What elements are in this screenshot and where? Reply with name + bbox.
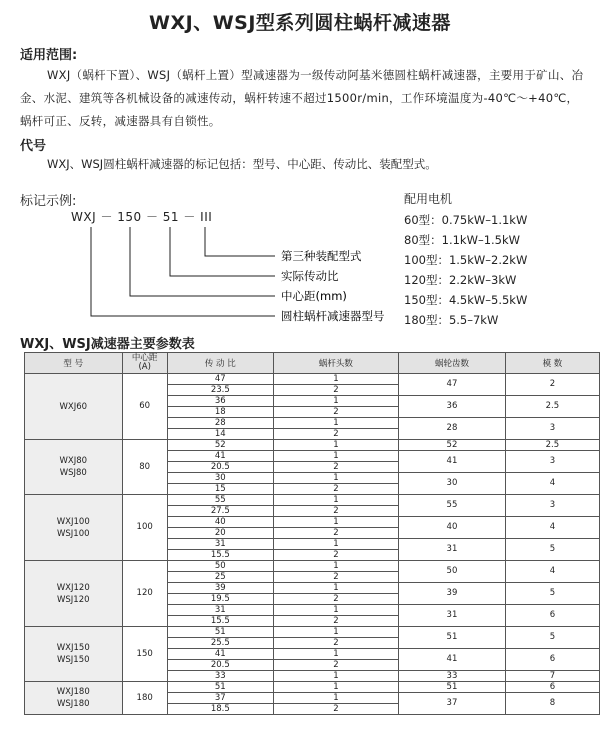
cell-wheel-teeth: 47 bbox=[399, 374, 506, 396]
cell-ratio: 51 bbox=[167, 627, 273, 638]
cell-wheel-teeth: 31 bbox=[399, 539, 506, 561]
cell-worm-starts: 1 bbox=[273, 583, 398, 594]
cell-worm-starts: 1 bbox=[273, 627, 398, 638]
cell-model: WXJ180 WSJ180 bbox=[25, 682, 123, 715]
column-header-wheel-teeth: 蜗轮齿数 bbox=[399, 353, 506, 374]
cell-ratio: 30 bbox=[167, 473, 273, 484]
cell-worm-starts: 2 bbox=[273, 506, 398, 517]
cell-worm-starts: 1 bbox=[273, 561, 398, 572]
column-header-center-distance: 中心距 (A) bbox=[122, 353, 167, 374]
column-header-module: 模 数 bbox=[505, 353, 599, 374]
cell-ratio: 20 bbox=[167, 528, 273, 539]
leader-line-center bbox=[130, 227, 275, 296]
cell-worm-starts: 2 bbox=[273, 638, 398, 649]
cell-worm-starts: 2 bbox=[273, 484, 398, 495]
cell-wheel-teeth: 30 bbox=[399, 473, 506, 495]
cell-ratio: 20.5 bbox=[167, 660, 273, 671]
column-header-ratio: 传 动 比 bbox=[167, 353, 273, 374]
cell-worm-starts: 1 bbox=[273, 649, 398, 660]
cell-center-distance: 100 bbox=[122, 495, 167, 561]
annotation-ratio: 实际传动比 bbox=[281, 269, 339, 283]
marking-diagram bbox=[0, 200, 400, 325]
cell-worm-starts: 1 bbox=[273, 517, 398, 528]
motor-item: 100型：1.5kW–2.2kW bbox=[404, 253, 528, 267]
cell-ratio: 25 bbox=[167, 572, 273, 583]
cell-ratio: 33 bbox=[167, 671, 273, 682]
cell-ratio: 47 bbox=[167, 374, 273, 385]
cell-model: WXJ150 WSJ150 bbox=[25, 627, 123, 682]
cell-worm-starts: 1 bbox=[273, 418, 398, 429]
cell-wheel-teeth: 39 bbox=[399, 583, 506, 605]
cell-wheel-teeth: 28 bbox=[399, 418, 506, 440]
column-header-worm-starts: 蜗杆头数 bbox=[273, 353, 398, 374]
cell-worm-starts: 2 bbox=[273, 528, 398, 539]
cell-worm-starts: 1 bbox=[273, 495, 398, 506]
cell-center-distance: 60 bbox=[122, 374, 167, 440]
cell-ratio: 37 bbox=[167, 693, 273, 704]
cell-ratio: 50 bbox=[167, 561, 273, 572]
motor-item: 150型：4.5kW–5.5kW bbox=[404, 293, 528, 307]
motor-heading: 配用电机 bbox=[404, 192, 453, 206]
cell-module: 5 bbox=[505, 539, 599, 561]
cell-wheel-teeth: 40 bbox=[399, 517, 506, 539]
table-row bbox=[25, 561, 600, 572]
cell-module: 5 bbox=[505, 627, 599, 649]
cell-ratio: 52 bbox=[167, 440, 273, 451]
table-row bbox=[25, 495, 600, 506]
table-row bbox=[25, 374, 600, 385]
annotation-center-distance: 中心距(mm) bbox=[281, 289, 347, 303]
leader-line-ratio bbox=[170, 227, 275, 276]
cell-ratio: 36 bbox=[167, 396, 273, 407]
cell-ratio: 31 bbox=[167, 605, 273, 616]
cell-ratio: 51 bbox=[167, 682, 273, 693]
cell-worm-starts: 1 bbox=[273, 682, 398, 693]
cell-module: 6 bbox=[505, 649, 599, 671]
motor-item: 60型：0.75kW–1.1kW bbox=[404, 213, 528, 227]
cell-module: 5 bbox=[505, 583, 599, 605]
parameters-table bbox=[24, 352, 600, 715]
cell-worm-starts: 1 bbox=[273, 451, 398, 462]
cell-worm-starts: 2 bbox=[273, 572, 398, 583]
cell-ratio: 18 bbox=[167, 407, 273, 418]
cell-module: 2.5 bbox=[505, 440, 599, 451]
cell-module: 4 bbox=[505, 473, 599, 495]
motor-item: 180型：5.5–7kW bbox=[404, 313, 499, 327]
cell-ratio: 31 bbox=[167, 539, 273, 550]
cell-ratio: 25.5 bbox=[167, 638, 273, 649]
cell-center-distance: 80 bbox=[122, 440, 167, 495]
motor-item: 120型：2.2kW–3kW bbox=[404, 273, 517, 287]
cell-worm-starts: 1 bbox=[273, 671, 398, 682]
cell-ratio: 41 bbox=[167, 451, 273, 462]
cell-module: 7 bbox=[505, 671, 599, 682]
cell-ratio: 15 bbox=[167, 484, 273, 495]
cell-center-distance: 120 bbox=[122, 561, 167, 627]
cell-worm-starts: 2 bbox=[273, 616, 398, 627]
cell-worm-starts: 2 bbox=[273, 407, 398, 418]
cell-ratio: 14 bbox=[167, 429, 273, 440]
cell-worm-starts: 2 bbox=[273, 660, 398, 671]
cell-wheel-teeth: 51 bbox=[399, 682, 506, 693]
cell-wheel-teeth: 36 bbox=[399, 396, 506, 418]
column-header-model: 型 号 bbox=[25, 353, 123, 374]
table-row bbox=[25, 627, 600, 638]
cell-center-distance: 150 bbox=[122, 627, 167, 682]
cell-module: 6 bbox=[505, 682, 599, 693]
cell-worm-starts: 2 bbox=[273, 462, 398, 473]
motor-item: 80型：1.1kW–1.5kW bbox=[404, 233, 521, 247]
cell-module: 2.5 bbox=[505, 396, 599, 418]
cell-module: 4 bbox=[505, 561, 599, 583]
cell-ratio: 28 bbox=[167, 418, 273, 429]
cell-worm-starts: 1 bbox=[273, 539, 398, 550]
annotation-assembly: 第三种装配型式 bbox=[281, 249, 362, 263]
cell-wheel-teeth: 52 bbox=[399, 440, 506, 451]
leader-line-assembly bbox=[205, 227, 275, 256]
cell-ratio: 55 bbox=[167, 495, 273, 506]
cell-model: WXJ120 WSJ120 bbox=[25, 561, 123, 627]
cell-module: 3 bbox=[505, 418, 599, 440]
cell-module: 4 bbox=[505, 517, 599, 539]
cell-wheel-teeth: 41 bbox=[399, 451, 506, 473]
cell-module: 6 bbox=[505, 605, 599, 627]
cell-ratio: 41 bbox=[167, 649, 273, 660]
example-code: WXJ － 150 － 51 － III bbox=[71, 210, 213, 224]
cell-worm-starts: 1 bbox=[273, 605, 398, 616]
cell-worm-starts: 2 bbox=[273, 429, 398, 440]
table-row bbox=[25, 682, 600, 693]
scope-paragraph: WXJ（蜗杆下置）、WSJ（蜗杆上置）型减速器为一级传动阿基米德圆柱蜗杆减速器，主要用于矿山、冶金、水泥、建筑等各机械设备的减速传动，蜗杆转速不超过1500r/min，工作环境温度为-40℃～+40℃，蜗杆可正、反转，减速器具有自锁性。 bbox=[20, 68, 584, 128]
leader-line-model bbox=[91, 227, 275, 316]
cell-ratio: 23.5 bbox=[167, 385, 273, 396]
cell-worm-starts: 1 bbox=[273, 374, 398, 385]
cell-worm-starts: 1 bbox=[273, 473, 398, 484]
cell-module: 3 bbox=[505, 495, 599, 517]
cell-wheel-teeth: 51 bbox=[399, 627, 506, 649]
example-heading: 标记示例: bbox=[20, 194, 77, 209]
cell-wheel-teeth: 31 bbox=[399, 605, 506, 627]
cell-ratio: 15.5 bbox=[167, 550, 273, 561]
code-heading: 代号 bbox=[20, 139, 47, 154]
cell-wheel-teeth: 55 bbox=[399, 495, 506, 517]
cell-worm-starts: 2 bbox=[273, 704, 398, 715]
cell-model: WXJ60 bbox=[25, 374, 123, 440]
cell-ratio: 20.5 bbox=[167, 462, 273, 473]
annotation-model: 圆柱蜗杆减速器型号 bbox=[281, 309, 385, 323]
scope-heading: 适用范围: bbox=[20, 48, 78, 63]
cell-worm-starts: 2 bbox=[273, 550, 398, 561]
cell-model: WXJ80 WSJ80 bbox=[25, 440, 123, 495]
cell-worm-starts: 1 bbox=[273, 396, 398, 407]
code-paragraph: WXJ、WSJ圆柱蜗杆减速器的标记包括：型号、中心距、传动比、装配型式。 bbox=[47, 157, 437, 171]
table-heading: WXJ、WSJ减速器主要参数表 bbox=[20, 337, 195, 352]
cell-ratio: 27.5 bbox=[167, 506, 273, 517]
cell-module: 2 bbox=[505, 374, 599, 396]
cell-wheel-teeth: 41 bbox=[399, 649, 506, 671]
cell-worm-starts: 1 bbox=[273, 693, 398, 704]
cell-ratio: 40 bbox=[167, 517, 273, 528]
cell-ratio: 18.5 bbox=[167, 704, 273, 715]
cell-ratio: 19.5 bbox=[167, 594, 273, 605]
cell-center-distance: 180 bbox=[122, 682, 167, 715]
cell-worm-starts: 2 bbox=[273, 594, 398, 605]
cell-wheel-teeth: 37 bbox=[399, 693, 506, 715]
cell-module: 8 bbox=[505, 693, 599, 715]
cell-worm-starts: 1 bbox=[273, 440, 398, 451]
cell-ratio: 15.5 bbox=[167, 616, 273, 627]
cell-worm-starts: 2 bbox=[273, 385, 398, 396]
table-row bbox=[25, 440, 600, 451]
table-header-row bbox=[25, 353, 600, 374]
cell-wheel-teeth: 33 bbox=[399, 671, 506, 682]
cell-module: 3 bbox=[505, 451, 599, 473]
page-title: WXJ、WSJ型系列圆柱蜗杆减速器 bbox=[149, 12, 451, 34]
cell-ratio: 39 bbox=[167, 583, 273, 594]
cell-model: WXJ100 WSJ100 bbox=[25, 495, 123, 561]
cell-wheel-teeth: 50 bbox=[399, 561, 506, 583]
